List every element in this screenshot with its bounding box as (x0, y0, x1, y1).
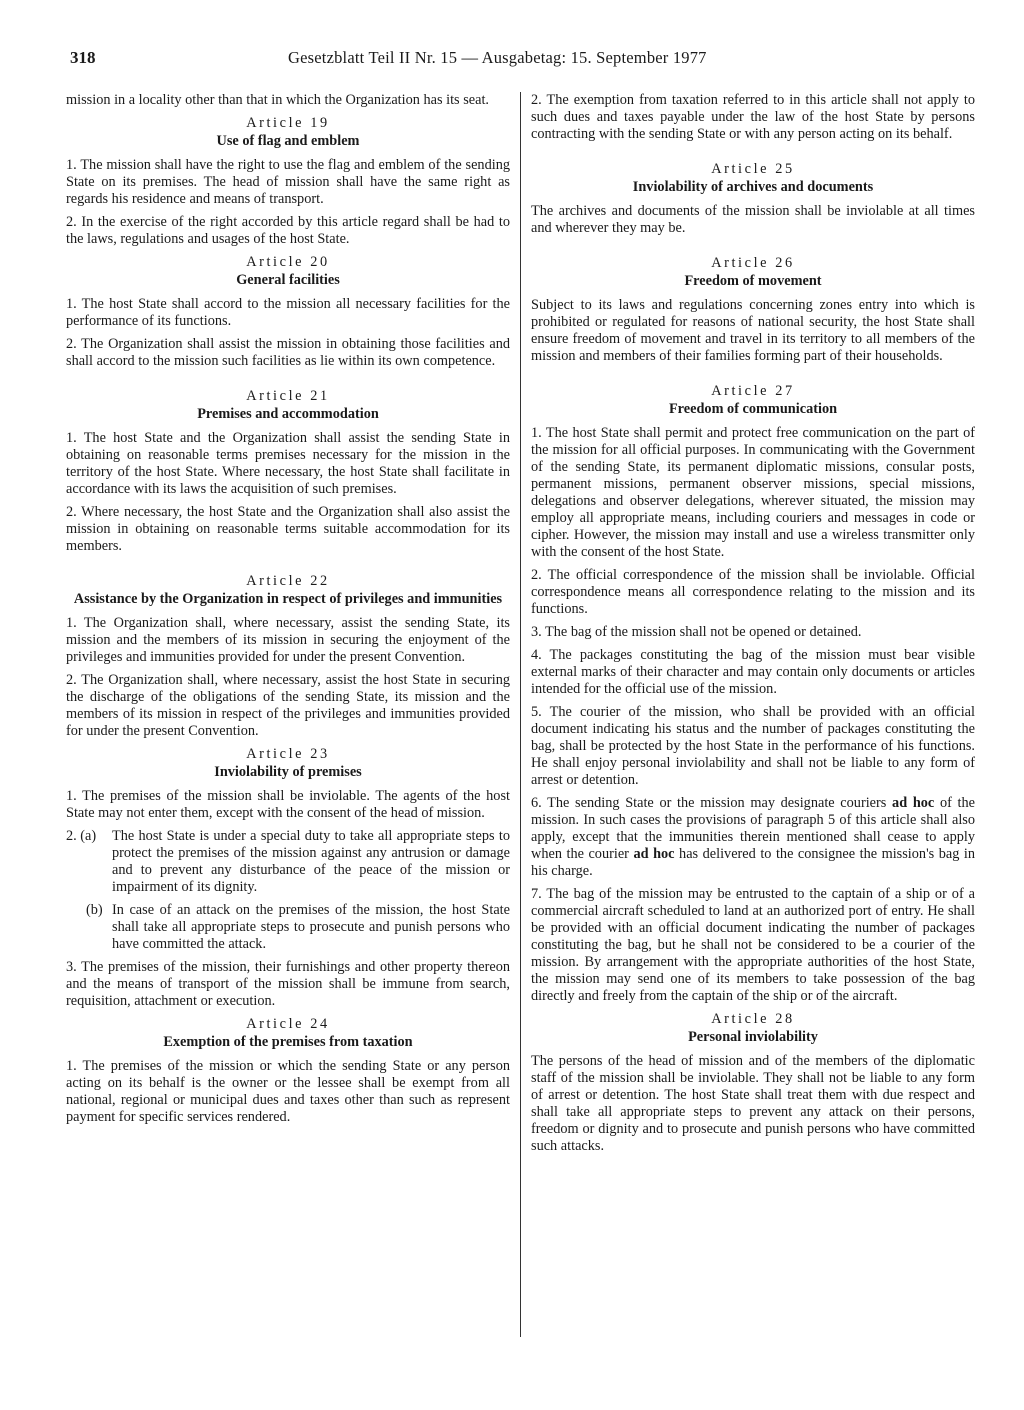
article-24-title: Article 24 (246, 1016, 330, 1032)
para-text: 6. The sending State or the mission may designate couriers (531, 795, 887, 811)
para-text: of the mission. In such cases the provisions of paragraph 5 of this article shall also apply, except that the immunities therein mentioned shall cease to apply when the courier (531, 795, 976, 862)
page-number: 318 (70, 48, 96, 67)
sub-label: 2. (a) (66, 828, 97, 844)
article-19-para-1: 1. The mission shall have the right to use the flag and emblem of the sending State on its premises. The head of mission shall have the same right as regards his residence and means of transport. (66, 157, 510, 207)
article-23-para-1: 1. The premises of the mission shall be inviolable. The agents of the host State may not enter them, except with the consent of the head of mission. (66, 788, 510, 821)
article-26-para-1: Subject to its laws and regulations concerning zones entry into which is prohibited or regulated for reasons of national security, the host State shall ensure freedom of movement and travel in its territory to all members of the mission and members of their families forming part of their households. (531, 297, 975, 364)
article-20-para-2: 2. The Organization shall assist the mission in obtaining those facilities and shall accord to the mission such facilities as lie within its own competence. (66, 336, 510, 369)
article-19-heading: Use of flag and emblem (216, 133, 360, 149)
article-26-heading: Freedom of movement (684, 273, 822, 289)
article-22-title: Article 22 (246, 573, 330, 589)
article-23-para-3: 3. The premises of the mission, their furnishings and other property thereon and the means of transport of the mission shall be immune from search, requisition, attachment or execution. (66, 959, 510, 1009)
article-28-para-1: The persons of the head of mission and of the members of the diplomatic staff of the mission shall be inviolable. They shall not be liable to any form of arrest or detention. The host State shall treat them with due respect and shall take all appropriate steps to prevent any attack on their persons, freedom or dignity and to prosecute and punish persons who have committed such attacks. (531, 1053, 975, 1154)
article-21-para-1: 1. The host State and the Organization shall assist the sending State in obtaining on reasonable terms premises necessary for the mission in the territory of the host State. Where necessary, the host State shall facilitate in accordance with its laws the acquisition of such premises. (66, 430, 510, 497)
running-head: Gesetzblatt Teil II Nr. 15 — Ausgabetag: 15. September 1977 (288, 48, 707, 67)
article-21-heading: Premises and accommodation (197, 406, 379, 422)
article-27-para-7: 7. The bag of the mission may be entrusted to the captain of a ship or of a commercial aircraft scheduled to land at an authorized port of entry. He shall be provided with an official document indicating the number of packages constituting the bag, but he shall not be considered to be a courier of the mission. By arrangement with the appropriate authorities of the host State, the mission may send one of its members to take possession of the bag directly and freely from the captain of the ship or of the aircraft. (531, 886, 975, 1004)
column-divider (520, 92, 521, 1337)
article-25-heading: Inviolability of archives and documents (632, 179, 874, 195)
article-24-heading: Exemption of the premises from taxation (163, 1034, 413, 1050)
ad-hoc-term: ad hoc (633, 846, 675, 862)
article-23-para-2b (66, 902, 510, 953)
article-19-para-2: 2. In the exercise of the right accorded by this article regard shall be had to the laws, regulations and usages of the host State. (66, 214, 510, 247)
article-28-heading: Personal inviolability (688, 1029, 818, 1045)
article-28-title: Article 28 (711, 1011, 795, 1027)
article-24-para-1: 1. The premises of the mission or which the sending State or any person acting on its behalf is the owner or the lessee shall be exempt from all national, regional or municipal dues and taxes other than such as represent payment for specific services rendered. (66, 1058, 510, 1125)
article-20-title: Article 20 (246, 254, 330, 270)
article-27-para-5: 5. The courier of the mission, who shall be provided with an official document indicating his status and the number of packages constituting the bag, shall be protected by the host State in the performance of his functions. He shall enjoy personal inviolability and shall not be liable to any form of arrest or detention. (531, 704, 975, 788)
article-23-title: Article 23 (246, 746, 330, 762)
article-21-para-2: 2. Where necessary, the host State and the Organization shall also assist the mission in obtaining on reasonable terms suitable accommodation for its members. (66, 504, 510, 554)
article-23-para-2a (66, 828, 510, 896)
ad-hoc-term: ad hoc (892, 795, 935, 811)
article-25-title: Article 25 (711, 161, 795, 177)
article-22-heading: Assistance by the Organization in respect of privileges and immunities (73, 591, 503, 607)
article-27-para-6 (531, 795, 975, 880)
para-text: has delivered to the consignee the mission's bag in his charge. (531, 846, 975, 879)
sub-text: In case of an attack on the premises of the mission, the host State shall take all appropriate steps to prosecute and punish persons who have committed the attack. (112, 902, 510, 952)
article-21-title: Article 21 (246, 388, 330, 404)
continued-paragraph: mission in a locality other than that in which the Organization has its seat. (66, 92, 489, 108)
article-25-para-1: The archives and documents of the mission shall be inviolable at all times and wherever they may be. (531, 203, 975, 236)
article-20-heading: General facilities (236, 272, 340, 288)
article-20-para-1: 1. The host State shall accord to the mission all necessary facilities for the performance of its functions. (66, 296, 510, 329)
article-26-title: Article 26 (711, 255, 795, 271)
article-27-para-4: 4. The packages constituting the bag of the mission must bear visible external marks of their character and may contain only documents or articles intended for the official use of the mission. (531, 647, 975, 697)
article-27-title: Article 27 (711, 383, 795, 399)
article-24-para-2: 2. The exemption from taxation referred to in this article shall not apply to such dues and taxes payable under the law of the host State by persons contracting with the sending State or with any person acting on its behalf. (531, 92, 975, 142)
sub-label: (b) (86, 902, 103, 918)
article-19-title: Article 19 (246, 115, 330, 131)
article-23-heading: Inviolability of premises (214, 764, 362, 780)
article-22-para-1: 1. The Organization shall, where necessary, assist the sending State, its mission and the members of its mission in securing the enjoyment of the privileges and immunities provided for under the present Convention. (66, 615, 510, 665)
article-27-para-1: 1. The host State shall permit and protect free communication on the part of the mission for all official purposes. In communicating with the Government of the sending State, its permanent diplomatic missions, consular posts, permanent missions, permanent observer missions, special missions, delegations and observer delegations, wherever situated, the mission may employ all appropriate means, including couriers and messages in code or cipher. However, the mission may install and use a wireless transmitter only with the consent of the host State. (531, 425, 975, 560)
article-27-heading: Freedom of communication (668, 401, 838, 417)
sub-text: The host State is under a special duty to take all appropriate steps to protect the premises of the mission against any antrusion or damage and to prevent any disturbance of the peace of the mission or impairment of its dignity. (112, 828, 510, 895)
page-header (70, 48, 970, 74)
left-column (66, 92, 510, 1132)
article-27-para-3: 3. The bag of the mission shall not be opened or detained. (531, 624, 862, 640)
article-22-para-2: 2. The Organization shall, where necessary, assist the host State in securing the discharge of the obligations of the sending State, its mission and the members of its mission in respect of the privileges and immunities provided for under the present Convention. (66, 672, 510, 739)
article-27-para-2: 2. The official correspondence of the mission shall be inviolable. Official correspondence means all correspondence relating to the mission and its functions. (531, 567, 975, 617)
right-column (531, 92, 975, 1161)
